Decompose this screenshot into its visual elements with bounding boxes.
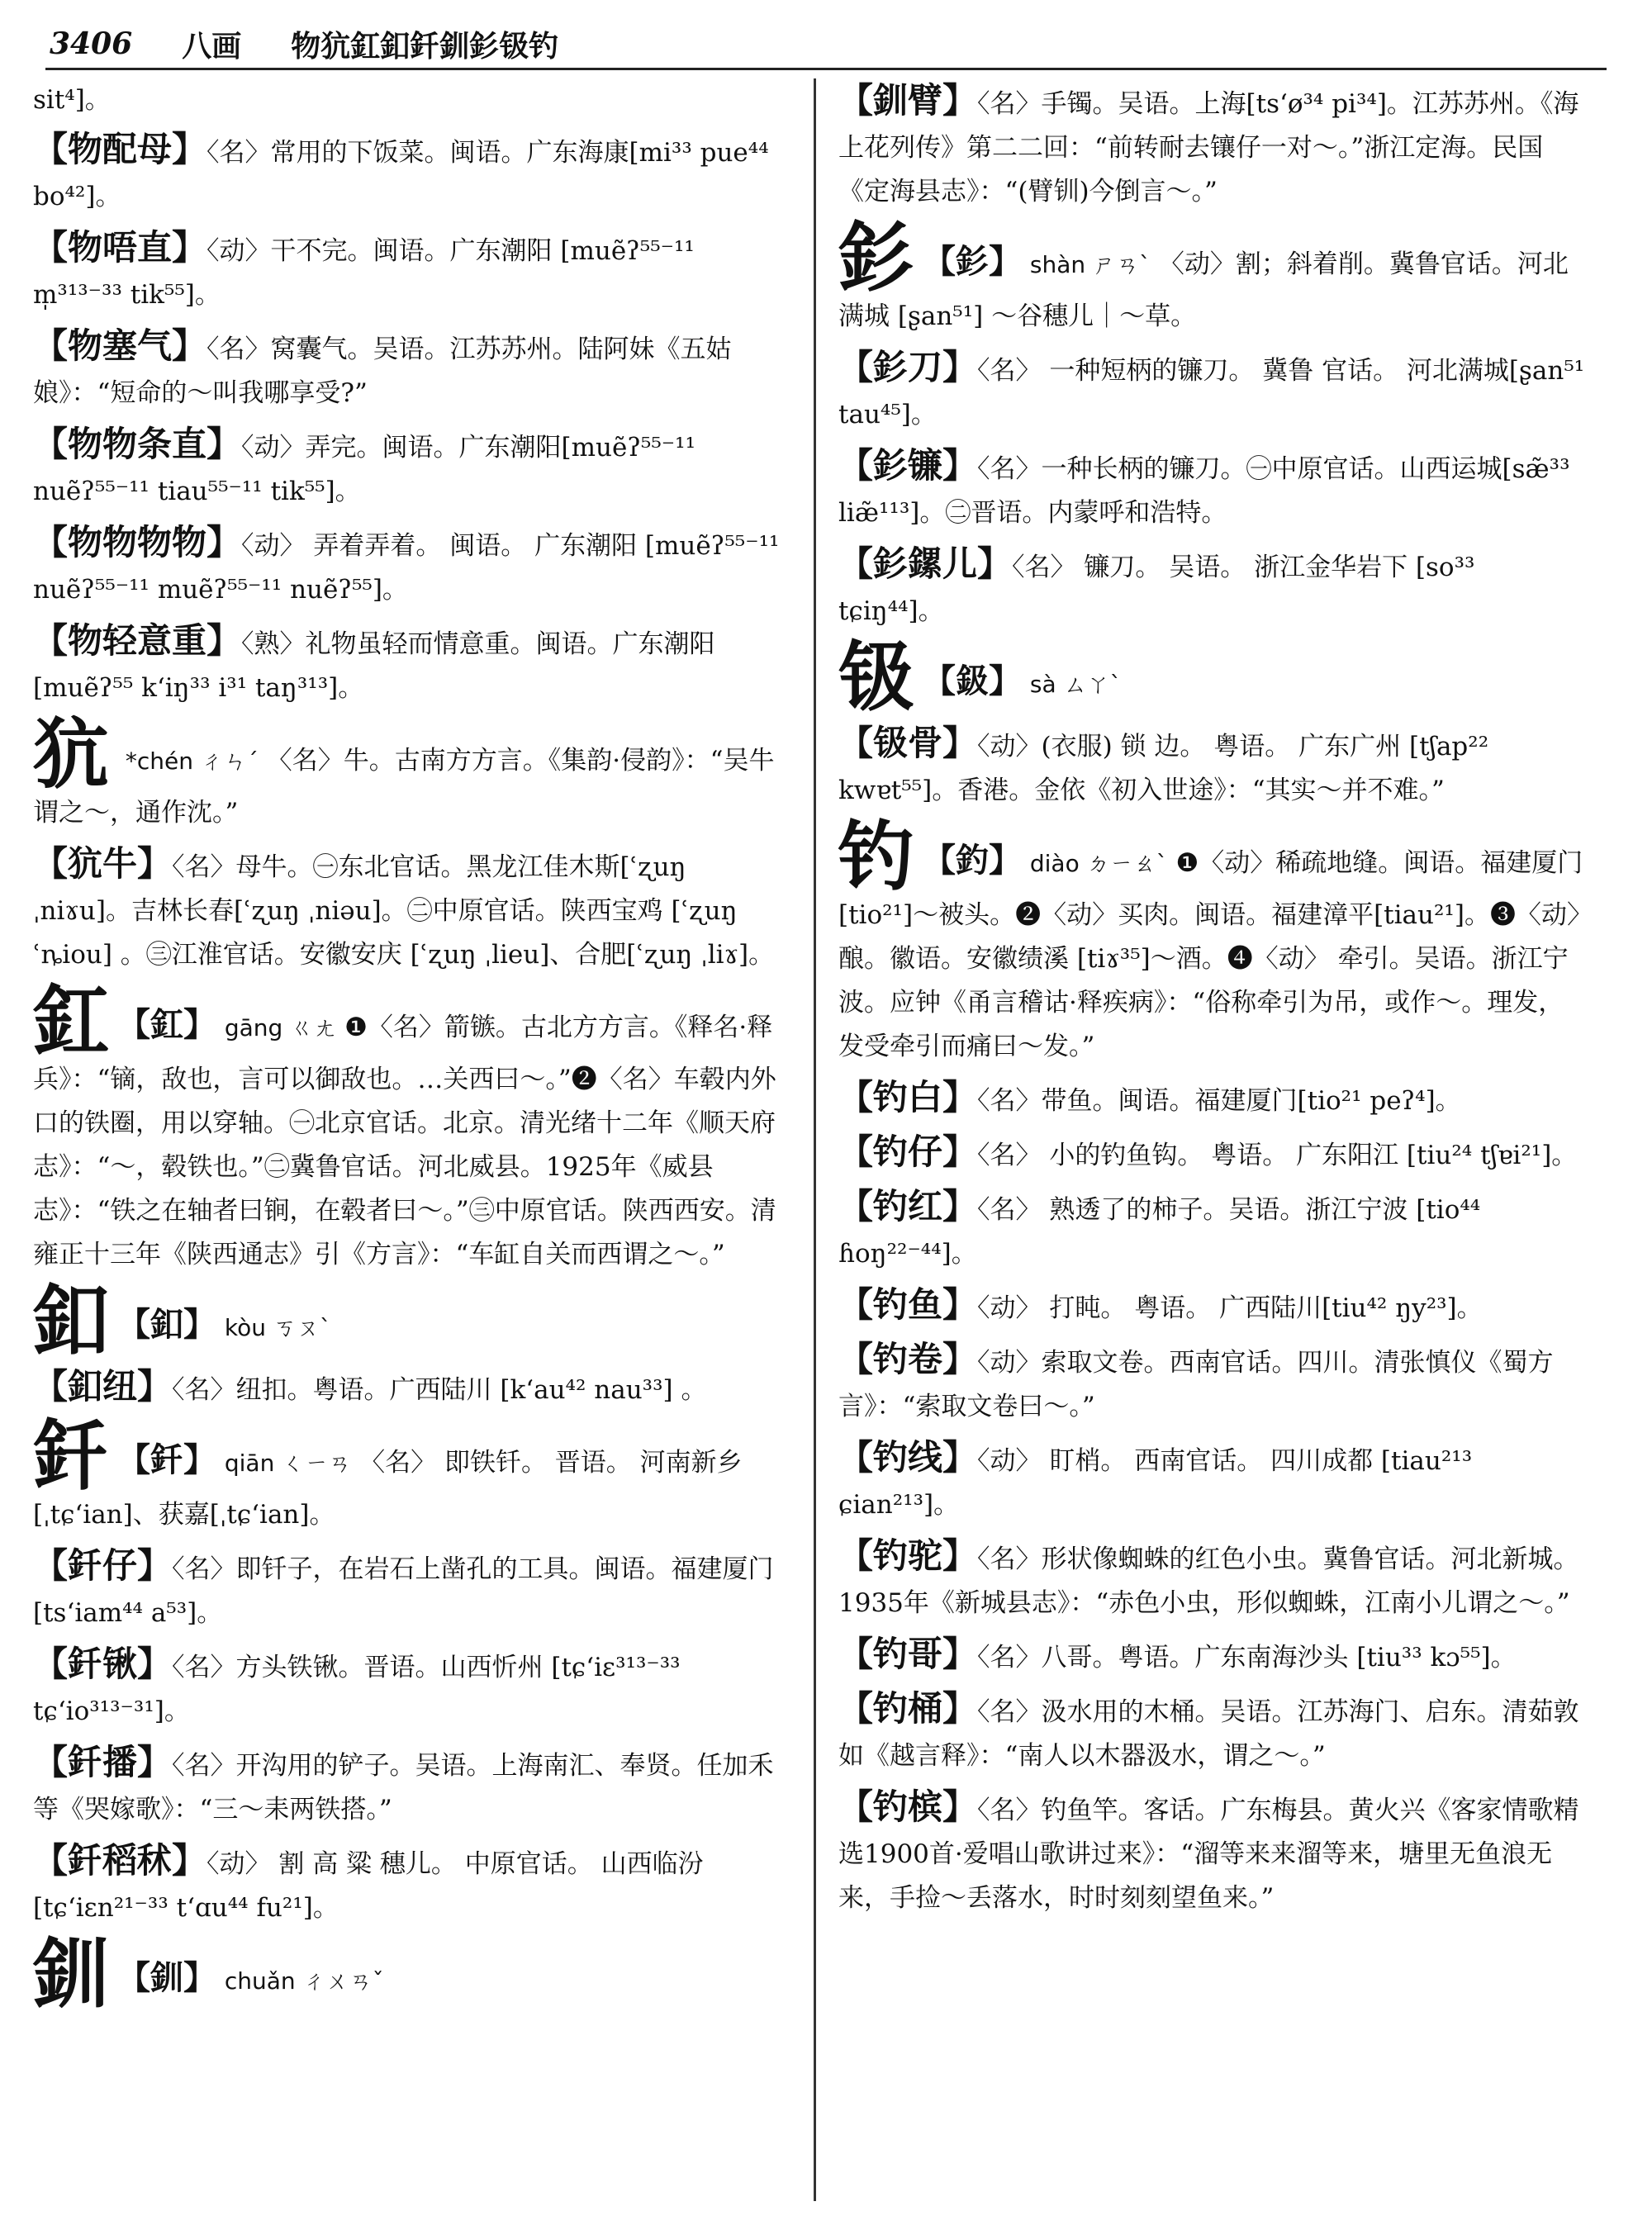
word-entry	[33, 324, 781, 415]
traditional-form: 【釦】	[117, 1305, 217, 1344]
traditional-form: 【釤】	[923, 242, 1023, 281]
traditional-form: 【釭】	[117, 1005, 217, 1044]
word-entry	[33, 225, 781, 317]
word-entry	[33, 422, 781, 514]
entry-headword: 【钓线】	[838, 1437, 978, 1478]
definition-text: 〈动〉 割 高 粱 穗儿。 中原官话。 山西临汾[tɕ‘iɛn²¹⁻³³ t‘ɑu⁴⁴ fu²¹]。	[33, 1849, 704, 1923]
definition-text: 〈动〉(衣服) 锁 边。 粤语。 广东广州 [tʃap²² kwɐt⁵⁵]。香港。金依《初入世途》：“其实～并不难。”	[838, 732, 1489, 805]
word-entry	[838, 444, 1586, 535]
entry-headword: 【釤鏍儿】	[838, 543, 1013, 584]
word-entry	[838, 1435, 1586, 1527]
character-entry	[33, 1929, 781, 2019]
entry-headword: 【物配母】	[33, 129, 207, 169]
entry-headword: 【釺播】	[33, 1742, 173, 1782]
word-entry	[838, 1785, 1586, 1920]
word-entry	[838, 1337, 1586, 1429]
page-header	[50, 15, 1619, 73]
pinyin-zhuyin: qiān ㄑㄧㄢ	[224, 1450, 352, 1477]
word-entry	[838, 542, 1586, 633]
entry-headword: 【犺牛】	[33, 843, 173, 884]
character-entry	[838, 812, 1586, 1069]
entry-headword: 【釧臂】	[838, 80, 978, 121]
definition-text: 〈名〉方头铁锹。晋语。山西忻州 [tɕ‘iɛ³¹³⁻³³ tɕ‘io³¹³⁻³¹]。	[33, 1653, 681, 1726]
entry-headword: 【物轻意重】	[33, 620, 242, 661]
character-entry	[33, 1276, 781, 1365]
definition-text: 〈名〉母牛。㊀东北官话。黑龙江佳木斯[ʿʐuŋ ˌniɤu]。吉林长春[ʿʐuŋ ˌniəu]。㊁中原官话。陕西宝鸡 [ʿʐuŋ ʿȵiou] 。㊂江淮官话。安徽安庆 [ʿʐuŋ ˌlieu]、合肥[ʿʐuŋ ˌliɤ]。	[33, 852, 775, 970]
word-entry	[33, 1544, 781, 1635]
headword-character: 釤	[838, 213, 915, 302]
definition-text: 〈名〉窝囊气。吴语。江苏苏州。陆阿妹《五姑娘》：“短命的～叫我哪享受?”	[33, 334, 732, 408]
word-entry	[33, 1839, 781, 1930]
headword-character: 釧	[33, 1929, 110, 2019]
word-entry	[838, 1075, 1586, 1123]
headword-character: 犺	[33, 709, 110, 799]
definition-text: 〈名〉开沟用的铲子。吴语。上海南汇、奉贤。任加禾等《哭嫁歌》：“三～耒两铁搭。”	[33, 1751, 774, 1824]
definition-text: 〈名〉八哥。粤语。广东南海沙头 [tiu³³ kɔ⁵⁵]。	[977, 1643, 1517, 1672]
headword-character: 釭	[33, 976, 110, 1065]
definition-text: 〈动〉干不完。闽语。广东潮阳 [muẽʔ⁵⁵⁻¹¹ m̩³¹³⁻³³ tik⁵⁵]。	[33, 236, 695, 310]
word-entry	[33, 1740, 781, 1832]
entry-headword: 【钓驼】	[838, 1535, 978, 1576]
character-entry	[838, 633, 1586, 722]
continued-text: sit⁴]。	[33, 85, 111, 115]
word-entry	[33, 1364, 781, 1412]
entry-headword: 【钓槟】	[838, 1786, 978, 1827]
entry-headword: 【钓白】	[838, 1077, 978, 1117]
pinyin-zhuyin: gāng ㄍㄤ	[224, 1014, 337, 1041]
pinyin-zhuyin: shàn ㄕㄢˋ	[1029, 251, 1151, 278]
definition-text: 〈动〉 打盹。 粤语。 广西陆川[tiu⁴² ŋy²³]。	[977, 1293, 1483, 1323]
headword-character: 钓	[838, 812, 915, 901]
word-entry	[33, 127, 781, 219]
entry-headword: 【物唔直】	[33, 227, 207, 268]
word-entry	[33, 520, 781, 612]
definition-text: 〈动〉 盯梢。 西南官话。 四川成都 [tiau²¹³ ɕian²¹³]。	[838, 1446, 1473, 1520]
pinyin-zhuyin: kòu ㄎㄡˋ	[224, 1314, 331, 1341]
traditional-form: 【鈒】	[923, 662, 1023, 700]
definition-text: 〈动〉 弄着弄着。 闽语。 广东潮阳 [muẽʔ⁵⁵⁻¹¹ nuẽʔ⁵⁵⁻¹¹ muẽʔ⁵⁵⁻¹¹ nuẽʔ⁵⁵]。	[33, 531, 780, 605]
definition-text: 〈名〉汲水用的木桶。吴语。江苏海门、启东。清茹敦如《越言释》：“南人以木器汲水，谓之～。”	[838, 1697, 1579, 1771]
definition-text: 〈名〉 小的钓鱼钩。 粤语。 广东阳江 [tiu²⁴ tʃɐi²¹]。	[977, 1141, 1578, 1170]
right-column	[838, 78, 1586, 1927]
character-entry	[838, 213, 1586, 339]
header-rule	[45, 68, 1607, 70]
entry-headword: 【釺锹】	[33, 1644, 173, 1684]
entry-headword: 【釤镰】	[838, 445, 978, 486]
pinyin-zhuyin: chuǎn ㄔㄨㄢˇ	[224, 1967, 384, 1995]
entry-headword: 【钓桶】	[838, 1688, 978, 1729]
definition-text: 〈熟〉礼物虽轻而情意重。闽语。广东潮阳[muẽʔ⁵⁵ k‘iŋ³³ i³¹ taŋ³¹³]。	[33, 629, 715, 703]
page-number: 3406	[50, 26, 133, 61]
stroke-label: 八画	[182, 28, 242, 64]
definition-text: 〈名〉常用的下饭菜。闽语。广东海康[mi³³ pue⁴⁴ bo⁴²]。	[33, 138, 769, 211]
definition-text: 〈名〉纽扣。粤语。广西陆川 [k‘au⁴² nau³³] 。	[172, 1375, 707, 1405]
character-entry	[33, 1412, 781, 1537]
definition-text: ❶〈名〉箭镞。古北方方言。《释名·释兵》：“镝，敌也，言可以御敌也。…关西曰～。”❷〈名〉车毂内外口的铁圈，用以穿轴。㊀北京官话。北京。清光绪十二年《顺天府志》：“～，毂铁也。”㊁冀鲁官话。河北威县。1925年《威县志》：“铁之在轴者曰锏，在毂者曰～。”㊂中原官话。陕西西安。清雍正十三年《陕西通志》引《方言》：“车缸自关而西谓之～。”	[33, 1013, 776, 1269]
word-entry	[33, 842, 781, 977]
entry-headword: 【钓卷】	[838, 1339, 978, 1379]
definition-text: 〈名〉手镯。吴语。上海[ts‘ø³⁴ pi³⁴]。江苏苏州。《海上花列传》第二二回：“前转耐去镶仔一对～。”浙江定海。民国《定海县志》：“(臂钏)今倒言～。”	[838, 89, 1579, 206]
definition-text: 〈名〉 熟透了的柿子。吴语。浙江宁波 [tio⁴⁴ ɦoŋ²²⁻⁴⁴]。	[838, 1195, 1481, 1269]
word-entry	[838, 1184, 1586, 1276]
entry-headword: 【釺仔】	[33, 1545, 173, 1586]
word-entry	[33, 619, 781, 710]
entry-headword: 【钑骨】	[838, 723, 978, 763]
column-divider	[814, 78, 816, 2201]
entry-headword: 【物物物物】	[33, 522, 242, 562]
traditional-form: 【釧】	[117, 1958, 217, 1997]
entry-headword: 【釤刀】	[838, 347, 978, 387]
word-entry	[838, 78, 1586, 214]
entry-headword: 【钓鱼】	[838, 1284, 978, 1325]
entry-headword: 【钓仔】	[838, 1132, 978, 1172]
definition-text: 〈动〉弄完。闽语。广东潮阳[muẽʔ⁵⁵⁻¹¹ nuẽʔ⁵⁵⁻¹¹ tiau⁵⁵⁻¹¹ tik⁵⁵]。	[33, 433, 696, 506]
char-range: 物犺釭釦釺釧釤钑钓	[291, 28, 559, 64]
entry-headword: 【钓红】	[838, 1186, 978, 1226]
word-entry	[838, 721, 1586, 813]
definition-text: 〈名〉 即铁钎。 晋语。 河南新乡[ˌtɕ‘ian]、获嘉[ˌtɕ‘ian]。	[33, 1448, 743, 1530]
pinyin-zhuyin: *chén ㄔㄣˊ	[125, 747, 259, 775]
entry-headword: 【物物条直】	[33, 424, 242, 464]
word-entry	[838, 1534, 1586, 1625]
word-entry	[838, 1687, 1586, 1778]
word-entry	[838, 1632, 1586, 1680]
word-entry	[838, 1130, 1586, 1178]
character-entry	[33, 976, 781, 1277]
pinyin-zhuyin: sà ㄙㄚˋ	[1029, 671, 1122, 698]
definition-text: ❶〈动〉稀疏地缝。闽语。福建厦门[tio²¹]～被头。❷〈动〉买肉。闽语。福建漳平[tiau²¹]。❸〈动〉酿。徽语。安徽绩溪 [tiɤ³⁵]～酒。❹〈动〉 牵引。吴语。浙江宁波。应钟《甬言稽诂·释疾病》：“俗称牵引为吊，或作～。理发，发受牵引而痛曰～发。”	[838, 848, 1583, 1061]
word-entry	[33, 1642, 781, 1734]
definition-text: 〈动〉割；斜着削。冀鲁官话。河北满城 [ʂan⁵¹] ～谷穗儿｜～草。	[838, 249, 1569, 331]
entry-headword: 【釦纽】	[33, 1366, 173, 1407]
traditional-form: 【釺】	[117, 1440, 217, 1479]
definition-text: 〈动〉索取文卷。西南官话。四川。清张慎仪《蜀方言》：“索取文卷曰～。”	[838, 1348, 1554, 1421]
definition-text: 〈名〉形状像蜘蛛的红色小虫。冀鲁官话。河北新城。1935年《新城县志》：“赤色小虫，形似蜘蛛，江南小儿谓之～。”	[838, 1544, 1579, 1618]
left-column	[33, 78, 781, 2018]
definition-text: 〈名〉 一种短柄的镰刀。 冀鲁 官话。 河北满城[ʂan⁵¹ tau⁴⁵]。	[838, 356, 1585, 429]
entry-headword: 【物塞气】	[33, 325, 207, 366]
entry-headword: 【钓哥】	[838, 1634, 978, 1674]
pinyin-zhuyin: diào ㄉㄧㄠˋ	[1029, 850, 1168, 877]
traditional-form: 【釣】	[923, 841, 1023, 880]
entry-headword: 【釺稻秫】	[33, 1840, 207, 1881]
definition-text: 〈名〉即钎子，在岩石上凿孔的工具。闽语。福建厦门[ts‘iam⁴⁴ a⁵³]。	[33, 1554, 774, 1628]
character-entry	[33, 709, 781, 835]
definition-text: 〈名〉牛。古南方方言。《集韵·侵韵》：“吴牛谓之～，通作沈。”	[33, 746, 775, 828]
definition-text: 〈名〉带鱼。闽语。福建厦门[tio²¹ peʔ⁴]。	[977, 1086, 1461, 1116]
headword-character: 钑	[838, 633, 915, 722]
word-entry	[838, 345, 1586, 437]
definition-text: 〈名〉 镰刀。 吴语。 浙江金华岩下 [so³³ tɕiŋ⁴⁴]。	[838, 553, 1475, 626]
headword-character: 釺	[33, 1412, 110, 1501]
definition-text: 〈名〉钓鱼竿。客话。广东梅县。黄火兴《客家情歌精选1900首·爱唱山歌讲过来》：“溜等来来溜等来，塘里无鱼浪无来，手捡～丢落水，时时刻刻望鱼来。”	[838, 1796, 1579, 1913]
definition-text: 〈名〉一种长柄的镰刀。㊀中原官话。山西运城[sæ̃³³ liæ̃¹¹³]。㊁晋语。内蒙呼和浩特。	[838, 454, 1570, 528]
word-entry	[838, 1283, 1586, 1331]
headword-character: 釦	[33, 1276, 110, 1365]
